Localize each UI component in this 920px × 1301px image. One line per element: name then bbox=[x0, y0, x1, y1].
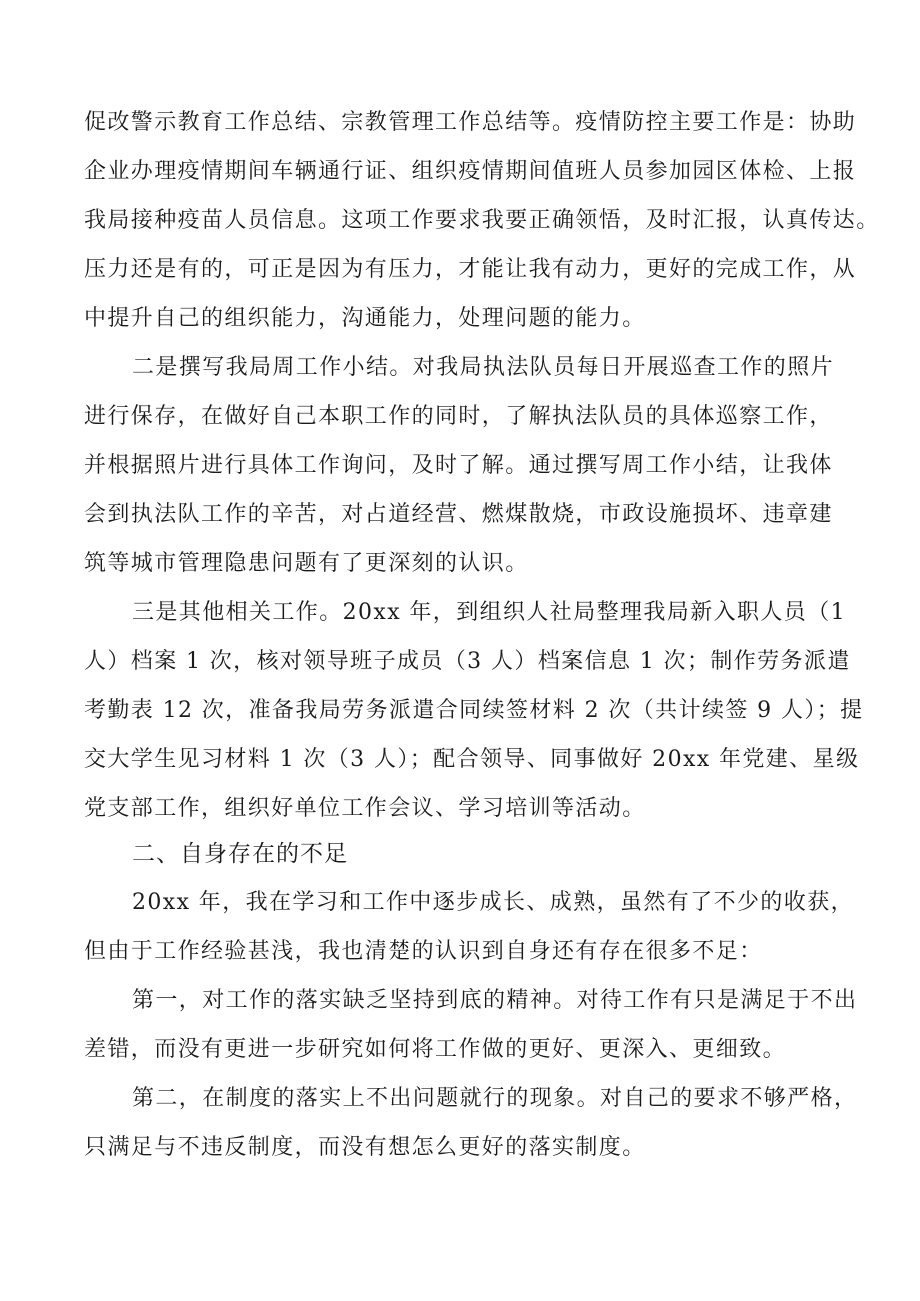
paragraph-line: 交大学生见习材料 1 次（3 人）；配合领导、同事做好 20xx 年党建、星级 bbox=[84, 747, 860, 772]
paragraph-line: 并根据照片进行具体工作询问，及时了解。通过撰写周工作小结，让我体 bbox=[84, 453, 833, 478]
paragraph-line: 人）档案 1 次，核对领导班子成员（3 人）档案信息 1 次；制作劳务派遣 bbox=[84, 649, 851, 674]
paragraph-line: 促改警示教育工作总结、宗教管理工作总结等。疫情防控主要工作是：协助 bbox=[84, 110, 857, 135]
paragraph-line: 第二，在制度的落实上不出问题就行的现象。对自己的要求不够严格， bbox=[132, 1086, 858, 1111]
paragraph-line: 党支部工作，组织好单位工作会议、学习培训等活动。 bbox=[84, 796, 646, 821]
paragraph-line: 差错，而没有更进一步研究如何将工作做的更好、更深入、更细致。 bbox=[84, 1037, 787, 1062]
paragraph-line: 三是其他相关工作。20xx 年，到组织人社局整理我局新入职人员（1 bbox=[132, 600, 847, 625]
paragraph-line: 我局接种疫苗人员信息。这项工作要求我要正确领悟，及时汇报，认真传达。 bbox=[84, 208, 880, 233]
paragraph-line: 但由于工作经验甚浅，我也清楚的认识到自身还有存在很多不足： bbox=[84, 939, 763, 964]
paragraph-line: 只满足与不违反制度，而没有想怎么更好的落实制度。 bbox=[84, 1135, 646, 1160]
paragraph-line: 进行保存，在做好自己本职工作的同时，了解执法队员的具体巡察工作， bbox=[84, 404, 833, 429]
section-heading: 二、自身存在的不足 bbox=[132, 841, 348, 867]
paragraph-line: 二是撰写我局周工作小结。对我局执法队员每日开展巡查工作的照片 bbox=[132, 355, 835, 380]
paragraph-line: 企业办理疫情期间车辆通行证、组织疫情期间值班人员参加园区体检、上报 bbox=[84, 159, 857, 184]
paragraph-line: 筑等城市管理隐患问题有了更深刻的认识。 bbox=[84, 551, 529, 576]
paragraph-line: 压力还是有的，可正是因为有压力，才能让我有动力，更好的完成工作，从 bbox=[84, 257, 857, 282]
paragraph-line: 中提升自己的组织能力，沟通能力，处理问题的能力。 bbox=[84, 306, 646, 331]
paragraph-line: 考勤表 12 次，准备我局劳务派遣合同续签材料 2 次（共计续签 9 人）；提 bbox=[84, 698, 864, 723]
paragraph-line: 会到执法队工作的辛苦，对占道经营、燃煤散烧，市政设施损坏、违章建 bbox=[84, 502, 833, 527]
paragraph-line: 20xx 年，我在学习和工作中逐步成长、成熟，虽然有了不少的收获， bbox=[132, 890, 855, 915]
paragraph-line: 第一，对工作的落实缺乏坚持到底的精神。对待工作有只是满足于不出 bbox=[132, 988, 858, 1013]
